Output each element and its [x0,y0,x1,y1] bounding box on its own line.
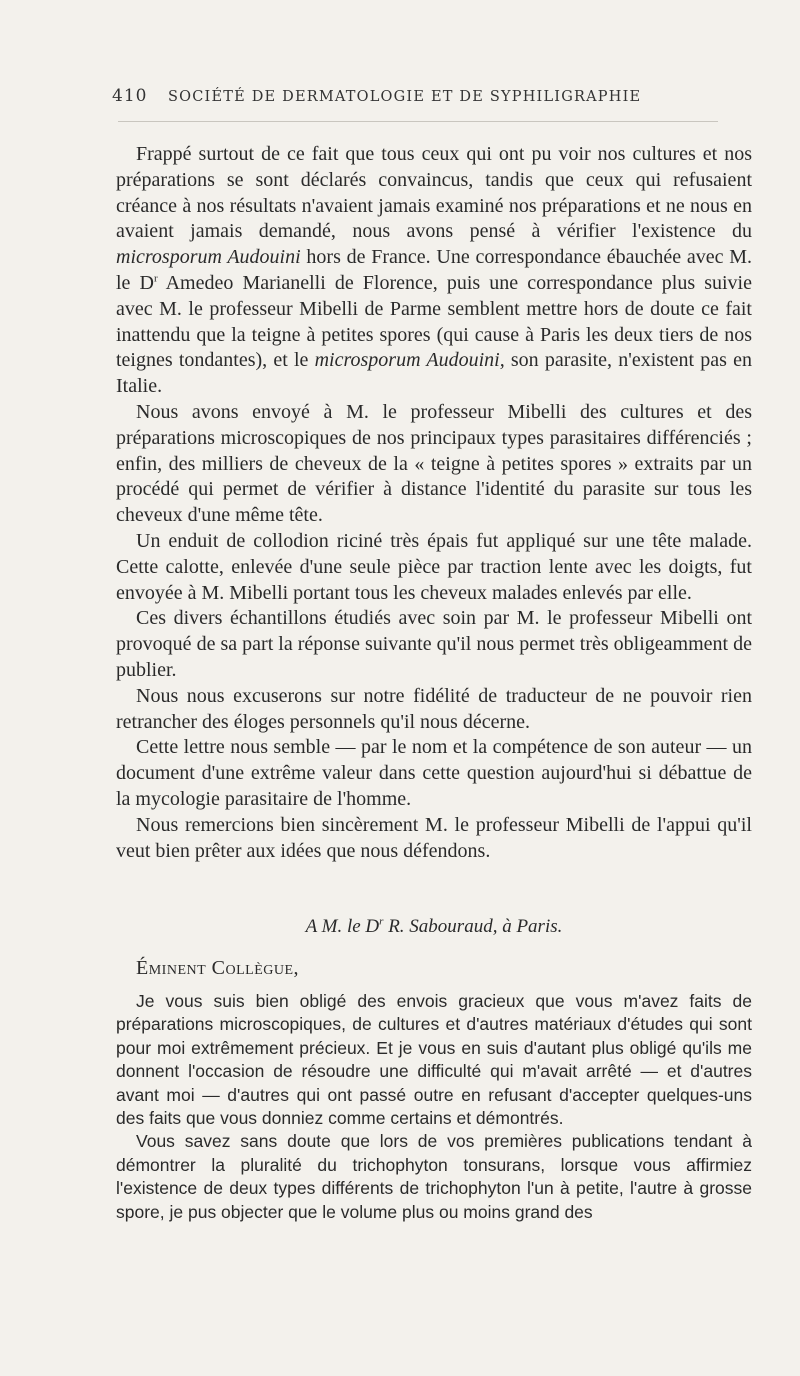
letter-paragraph-1: Je vous suis bien obligé des envois gracieux que vous m'avez faits de préparations microscopiques, de cultures et d'autres matériaux d'études qui sont pour moi extrêmement précieux. Et je vous en suis d'autant plus obligé qu'ils me donnent l'occasion de résoudre une difficulté qui m'avait arrêté — et d'autres avant moi — d'autres qui ont passé outre en refusant d'accepter quelques-uns des faits que vous donniez comme certains et démontrés. [116,991,752,1129]
species-name: microsporum Audouini, [314,349,505,372]
page-number: 410 [112,86,148,106]
paragraph-7: Nous remercions bien sincèrement M. le professeur Mibelli de l'appui qu'il veut bien prêter aux idées que nous défendons. [116,813,752,862]
letter-address: A M. le $D^r$ R. Sabouraud, à Paris. [305,915,563,937]
species-name: microsporum Audouini [116,246,301,269]
paragraph-5: Nous nous excuserons sur notre fidélité de traducteur de ne pouvoir rien retrancher des éloges personnels qu'il nous décerne. [116,684,752,733]
running-title: SOCIÉTÉ DE DERMATOLOGIE ET DE SYPHILIGRAPHIE [168,89,642,105]
letter-paragraph-2: Vous savez sans doute que lors de vos premières publications tendant à démontrer la pluralité du trichophyton tonsurans, lorsque vous affirmiez l'existence de deux types différents de trichophyton l'un à petite, l'autre à grosse spore, je pus objecter que le volume plus ou moins grand des [116,1131,752,1222]
header-rule [118,121,718,122]
running-header [112,86,712,106]
main-text [116,142,752,864]
paragraph-2: Nous avons envoyé à M. le professeur Mibelli des cultures et des préparations microscopiques de nos principaux types parasitaires différenciés ; enfin, des milliers de cheveux de la « teigne à petites spores » extraits par un procédé qui permet de vérifier à distance l'identité du parasite sur tous les cheveux d'une même tête. [116,400,752,527]
paragraph-6: Cette lettre nous semble — par le nom et la compétence de son auteur — un document d'une extrême valeur dans cette question aujourd'hui si débattue de la mycologie parasitaire de l'homme. [116,736,752,810]
letter-text [116,990,752,1224]
paragraph-3: Un enduit de collodion riciné très épais fut appliqué sur une tête malade. Cette calotte, enlevée d'une seule pièce par traction lente avec les doigts, fut envoyée à M. Mibelli portant tous les cheveux malades enlevés par elle. [116,529,752,604]
paragraph-1: Frappé surtout de ce fait que tous ceux qui ont pu voir nos cultures et nos préparations se sont déclarés convaincus, tandis que ceux qui refusaient créance à nos résultats n'avaient jamais examiné nos préparations et ne nous en avaient jamais demandé, nous avons pensé à vérifier l'existence du microsporum Audouini hors de France. Une correspondance ébauchée avec M. le $D^r$ Amedeo Marianelli de Florence, puis une correspondance plus suivie avec M. le professeur Mibelli de Parme semblent mettre hors de doute ce fait inattendu que la teigne à petites spores (qui cause à Paris les deux tiers de nos teignes tondantes), et le microsporum Audouini, son parasite, n'existent pas en Italie. [116,143,752,398]
letter-salutation: Éminent Collègue, [136,957,300,979]
paragraph-4: Ces divers échantillons étudiés avec soin par M. le professeur Mibelli ont provoqué de sa part la réponse suivante qu'il nous permet très obligeamment de publier. [116,607,752,681]
